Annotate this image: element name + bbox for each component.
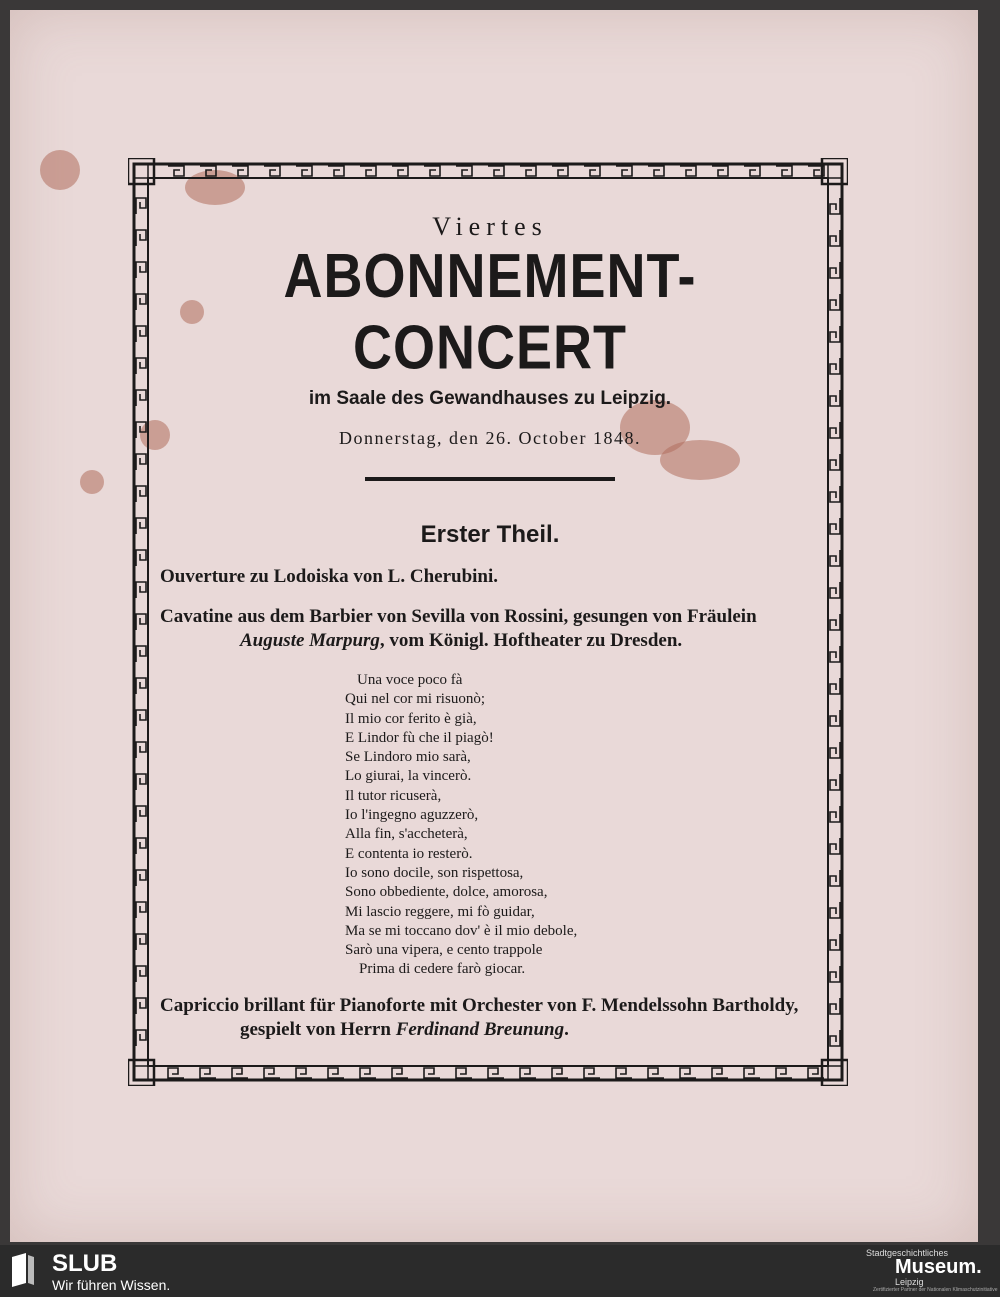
slub-tagline: Wir führen Wissen. [52, 1277, 171, 1293]
stain [80, 470, 104, 494]
lyric-line: Il mio cor ferito è già, [345, 710, 477, 727]
venue: im Saale des Gewandhauses zu Leipzig. [308, 388, 672, 409]
museum-label: Stadtgeschichtliches [866, 1248, 949, 1258]
lyric-line: Una voce poco fà [357, 672, 463, 688]
lyric-line: Ma se mi toccano dov' è il mio debole, [345, 922, 578, 939]
capriccio-text: Capriccio brillant für Pianoforte mit Orchester von F. Mendelssohn Bartholdy, gespielt von Herrn [160, 994, 799, 1040]
concert-number: Viertes [432, 212, 548, 241]
concert-date: Donnerstag, den 26. October 1848. [339, 428, 641, 448]
lyric-line: Sarò una vipera, e cento trappole [345, 942, 543, 959]
lyric-line: E Lindor fù che il piagò! [345, 729, 494, 746]
museum-name: Museum. [895, 1256, 982, 1278]
lyric-line: Io l'ingegno aguzzerò, [345, 807, 479, 824]
stain [40, 150, 80, 190]
performer-name: Auguste Marpurg [240, 630, 380, 651]
slub-name: SLUB [52, 1250, 118, 1277]
capriccio-text-end: . [564, 1018, 569, 1040]
performer-name: Ferdinand Breunung [395, 1018, 565, 1040]
lyric-line: E contenta io resterò. [345, 845, 473, 862]
program-item-overture: Ouverture zu Lodoiska von L. Cherubini. [160, 566, 499, 587]
slub-logo-icon [10, 1253, 36, 1289]
cavatine-text-end: , vom Königl. Hoftheater zu Dresden. [379, 630, 683, 651]
program-item-capriccio [160, 994, 820, 1042]
lyric-line: Sono obbediente, dolce, amorosa, [345, 884, 548, 901]
lyric-line: Prima di cedere farò giocar. [359, 961, 526, 978]
lyric-line: Mi lascio reggere, mi fò guidar, [345, 903, 535, 920]
lyric-line: Il tutor ricuserà, [345, 787, 442, 804]
program-item-cavatine [160, 605, 820, 653]
lyric-line: Se Lindoro mio sarà, [345, 749, 471, 766]
lyric-line: Alla fin, s'accheterà, [345, 826, 468, 843]
divider [365, 477, 615, 481]
cavatine-text: Cavatine aus dem Barbier von Sevilla von Rossini, gesungen von Fräulein [160, 606, 757, 627]
poster-title: ABONNEMENT-CONCERT [283, 241, 697, 383]
museum-note: Zertifizierter Partner der Nationalen Klimaschutzinitiative [873, 1287, 998, 1293]
poster-content [160, 200, 820, 1042]
aria-lyrics [345, 671, 820, 980]
lyric-line: Io sono docile, son rispettosa, [345, 864, 524, 881]
museum-city: Leipzig [895, 1277, 924, 1287]
lyric-line: Lo giurai, la vincerò. [345, 768, 472, 785]
part-heading: Erster Theil. [420, 521, 560, 548]
lyric-line: Qui nel cor mi risuonò; [345, 691, 485, 708]
